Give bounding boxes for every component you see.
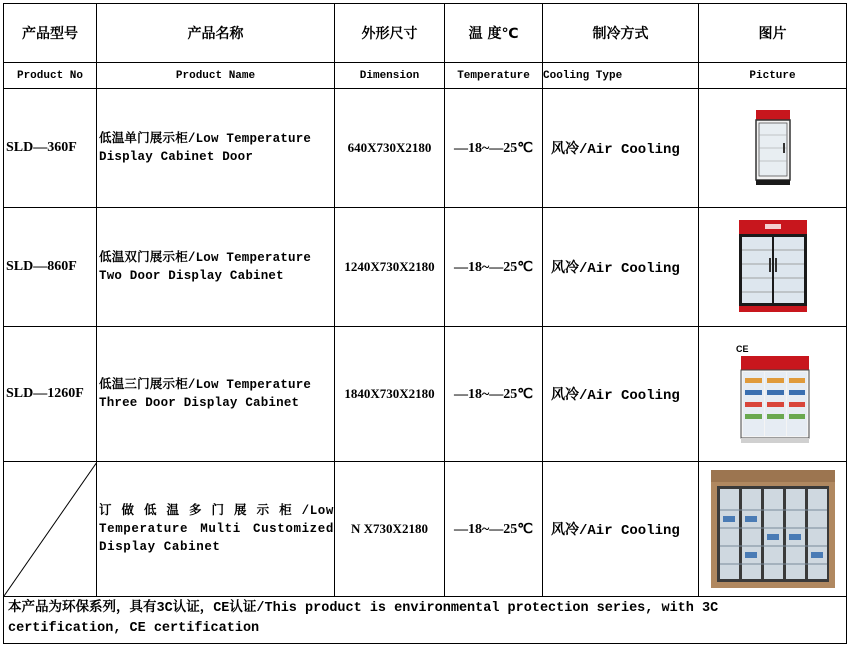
temperature-cell: —18~—25℃ <box>445 89 543 208</box>
header-model-cn: 产品型号 <box>4 4 97 63</box>
model-cell: SLD—860F <box>4 208 97 327</box>
header-dimension-en: Dimension <box>335 63 445 89</box>
table-row <box>4 462 847 597</box>
header-picture-cn: 图片 <box>699 4 847 63</box>
product-name-line: 低温单门展示柜/Low Temperature <box>99 132 312 146</box>
picture-cell <box>699 327 847 462</box>
header-cooling-cn: 制冷方式 <box>543 4 699 63</box>
temperature-cell: —18~—25℃ <box>445 327 543 462</box>
cooling-cell: 风冷/Air Cooling <box>543 462 699 597</box>
header-picture-en: Picture <box>699 63 847 89</box>
product-name-line: Three Door Display Cabinet <box>99 396 300 410</box>
temperature-cell: —18~—25℃ <box>445 208 543 327</box>
header-dimension-cn: 外形尺寸 <box>335 4 445 63</box>
cooling-cell: 风冷/Air Cooling <box>543 208 699 327</box>
product-name-line: 低温双门展示柜/Low Temperature <box>99 251 312 265</box>
product-name-line: Two Door Display Cabinet <box>99 269 284 283</box>
header-name-cn: 产品名称 <box>97 4 335 63</box>
product-name-line: Temperature Multi Customized <box>99 522 334 536</box>
header-temperature-cn: 温 度℃ <box>445 4 543 63</box>
product-name-cell <box>97 327 335 462</box>
header-model-en: Product No <box>4 63 97 89</box>
header-temperature-en: Temperature <box>445 63 543 89</box>
table-row <box>4 89 847 208</box>
product-spec-table <box>3 3 847 644</box>
table-row <box>4 208 847 327</box>
three-door-display-cabinet-icon <box>733 342 813 446</box>
footer-note <box>4 597 847 644</box>
product-name-line: 低温三门展示柜/Low Temperature <box>99 378 312 392</box>
single-door-display-cabinet-icon <box>748 108 798 188</box>
multi-door-display-cabinet-photo-icon <box>711 470 835 588</box>
footer-line: 本产品为环保系列，具有3C认证，CE认证/This product is environmental protection series, with 3C <box>8 601 719 616</box>
model-cell: SLD—1260F <box>4 327 97 462</box>
dimension-cell: 640X730X2180 <box>335 89 445 208</box>
dimension-cell: N X730X2180 <box>335 462 445 597</box>
dimension-cell: 1240X730X2180 <box>335 208 445 327</box>
product-name-line: 订做低温多门展示柜/Low <box>99 504 334 518</box>
header-cooling-en: Cooling Type <box>543 63 699 89</box>
header-row-chinese <box>4 4 847 63</box>
cooling-cell: 风冷/Air Cooling <box>543 89 699 208</box>
table-row <box>4 327 847 462</box>
picture-cell <box>699 89 847 208</box>
product-name-cell <box>97 89 335 208</box>
header-name-en: Product Name <box>97 63 335 89</box>
product-name-cell <box>97 462 335 597</box>
footer-row <box>4 597 847 644</box>
model-cell: SLD—360F <box>4 89 97 208</box>
header-row-english <box>4 63 847 89</box>
picture-cell <box>699 208 847 327</box>
product-name-cell <box>97 208 335 327</box>
dimension-cell: 1840X730X2180 <box>335 327 445 462</box>
model-cell-empty <box>4 462 97 597</box>
picture-cell <box>699 462 847 597</box>
ce-badge: CE <box>735 344 749 354</box>
diagonal-line <box>4 462 97 596</box>
product-name-line: Display Cabinet <box>99 540 221 554</box>
two-door-display-cabinet-icon <box>735 218 811 316</box>
cooling-cell: 风冷/Air Cooling <box>543 327 699 462</box>
temperature-cell: —18~—25℃ <box>445 462 543 597</box>
footer-line: certification, CE certification <box>8 621 260 636</box>
product-name-line: Display Cabinet Door <box>99 150 254 164</box>
